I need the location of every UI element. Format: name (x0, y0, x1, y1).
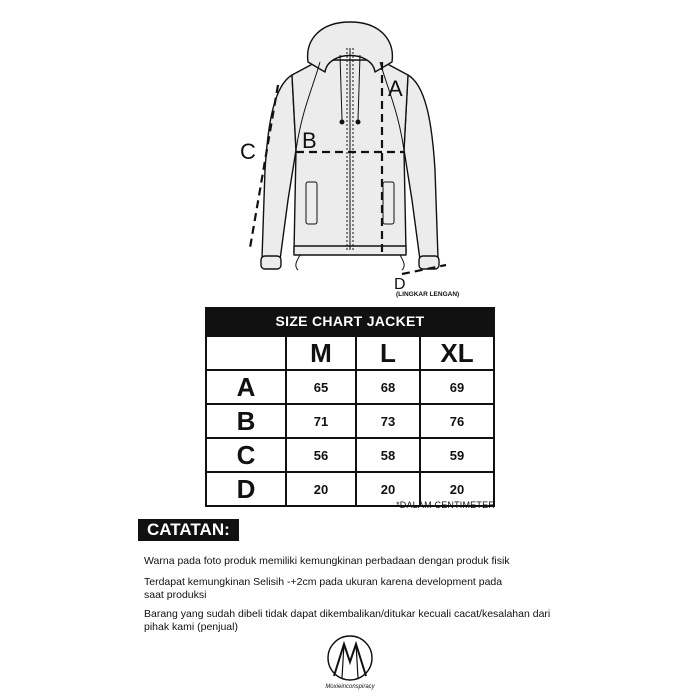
table-cell: 59 (419, 439, 493, 471)
table-cell: 76 (419, 405, 493, 437)
row-label: D (236, 473, 256, 504)
label-d-note: (LINGKAR LENGAN) (396, 291, 460, 298)
note-item: Barang yang sudah dibeli tidak dapat dikembalikan/ditukar kecuali cacat/kesalahan dari pihak kami (penjual) (144, 608, 551, 633)
row-label: B (236, 405, 256, 436)
table-cell: 56 (285, 439, 355, 471)
label-d: D (394, 276, 406, 293)
row-label: C (236, 439, 256, 470)
header-m: M (285, 337, 355, 369)
header-xl: XL (419, 337, 493, 369)
table-cell: 20 (355, 473, 419, 505)
row-label: A (236, 371, 256, 402)
size-chart-title: SIZE CHART JACKET (205, 307, 495, 335)
notes-title: CATATAN: (138, 519, 239, 541)
size-chart-grid (205, 335, 495, 507)
label-a: A (388, 76, 403, 101)
jacket-diagram (0, 0, 700, 300)
left-sleeve (262, 75, 296, 260)
table-cell: 58 (355, 439, 419, 471)
brand-name: Moxieinconspiracy (325, 684, 375, 690)
brand-logo-icon (320, 632, 380, 684)
label-b: B (302, 128, 317, 153)
right-sleeve (404, 75, 438, 260)
table-cell: 71 (285, 405, 355, 437)
table-cell: 65 (285, 371, 355, 403)
size-chart-table (205, 307, 495, 507)
unit-footnote: *DALAM CENTIMETER (396, 500, 495, 510)
header-row (207, 335, 493, 369)
note-item: Warna pada foto produk memiliki kemungkinan perbadaan dengan produk fisik (144, 555, 510, 567)
table-cell: 69 (419, 371, 493, 403)
table-row (207, 369, 493, 403)
table-row (207, 437, 493, 471)
label-c: C (240, 139, 256, 164)
table-row (207, 403, 493, 437)
note-item: Terdapat kemungkinan Selisih -+2cm pada ukuran karena development pada saat produksi (144, 576, 503, 601)
right-cuff (419, 256, 439, 269)
header-empty (207, 337, 285, 369)
table-cell: 73 (355, 405, 419, 437)
table-cell: 20 (419, 473, 493, 505)
header-l: L (355, 337, 419, 369)
table-cell: 68 (355, 371, 419, 403)
table-cell: 20 (285, 473, 355, 505)
left-cuff (261, 256, 281, 269)
